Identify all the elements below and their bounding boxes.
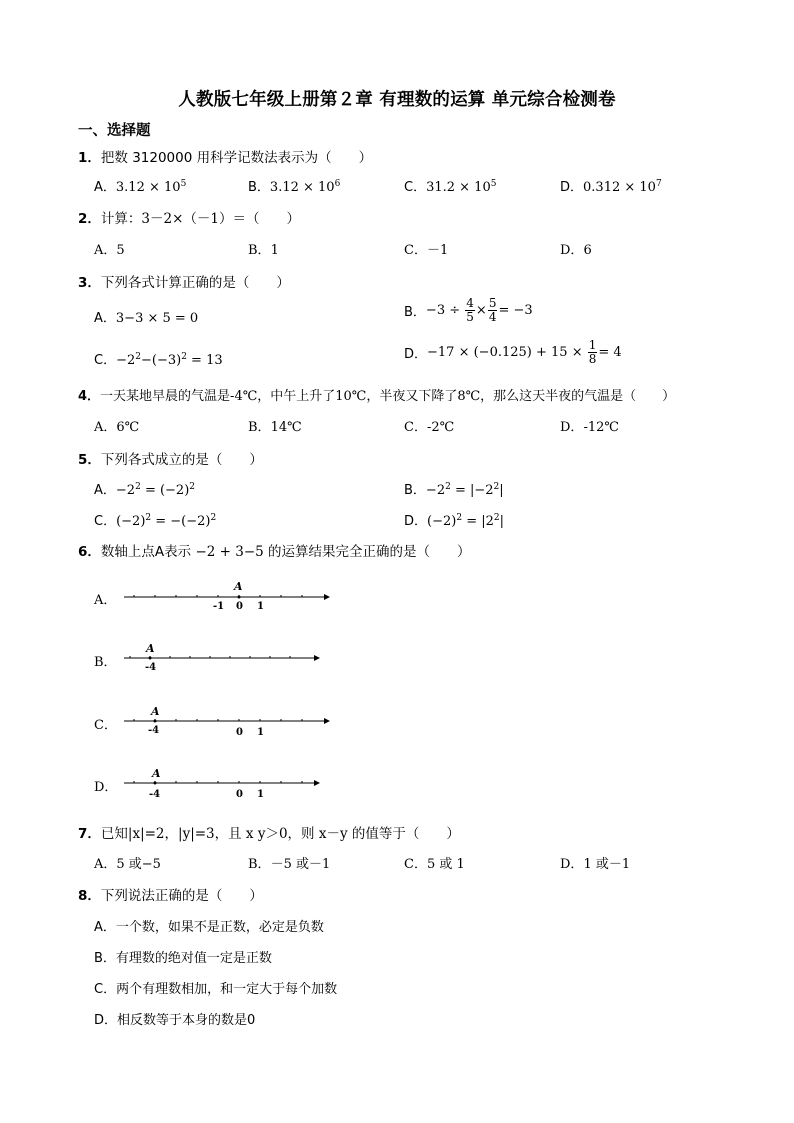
option-label: B． — [404, 305, 426, 320]
tick-label: -4 — [148, 725, 160, 736]
point-a — [238, 596, 241, 599]
exponent: 7 — [655, 179, 662, 189]
option-label: C． — [404, 243, 427, 258]
option-c[interactable] — [94, 349, 223, 368]
option-b[interactable] — [404, 297, 533, 324]
option-d[interactable] — [560, 176, 662, 195]
axis-arrow — [324, 718, 330, 724]
option-a[interactable] — [94, 307, 198, 326]
option-math: 3.12 × 10 — [115, 180, 181, 195]
numerator: 4 — [466, 296, 474, 310]
option-text: 14℃ — [270, 420, 302, 435]
fraction — [488, 297, 498, 324]
question-4 — [78, 385, 675, 404]
option-math: −2 — [115, 483, 136, 498]
axis-arrow — [314, 780, 320, 786]
option-math: −2 — [116, 353, 136, 368]
question-text: 把数 3120000 用科学记数法表示为（ ） — [100, 150, 373, 166]
denominator: 4 — [488, 310, 497, 324]
tick-label: -4 — [145, 662, 157, 673]
option-label: C． — [94, 982, 117, 997]
option-text: 5 或−5 — [116, 857, 161, 872]
option-label: B． — [404, 483, 426, 498]
option-b[interactable] — [248, 239, 279, 258]
option-label: C． — [94, 353, 117, 368]
option-c[interactable] — [404, 239, 448, 258]
point-a — [149, 657, 152, 660]
number-line-c — [120, 704, 335, 740]
question-text: 的运算结果完全正确的是（ ） — [268, 544, 471, 560]
tick-label: 0 — [236, 727, 243, 738]
option-c[interactable] — [404, 853, 465, 872]
option-math: 3−3 × 5 = 0 — [115, 311, 199, 326]
point-label: A — [146, 642, 155, 655]
number-line-d — [120, 766, 325, 802]
option-label: D． — [404, 514, 428, 529]
option-text: －1 — [426, 243, 449, 258]
question-6 — [78, 540, 471, 560]
option-math: (−2) — [116, 514, 146, 529]
tick-label: -4 — [149, 789, 161, 800]
exponent: 2 — [456, 513, 463, 523]
option-d[interactable] — [560, 416, 619, 435]
option-label: D． — [404, 347, 428, 362]
option-math: = −3 — [498, 303, 533, 318]
option-d[interactable] — [560, 239, 592, 258]
question-3 — [78, 271, 290, 291]
question-text: 计算：3－2×（－1）＝（ ） — [100, 211, 300, 227]
exponent: 2 — [135, 482, 141, 492]
option-b[interactable] — [248, 416, 302, 435]
option-label: B． — [248, 180, 270, 195]
option-text: -12℃ — [583, 420, 619, 435]
option-b[interactable] — [248, 176, 340, 195]
question-1 — [78, 146, 372, 166]
section-heading: 一、选择题 — [78, 123, 151, 139]
option-d[interactable] — [94, 776, 117, 795]
point-a — [154, 782, 157, 785]
question-number: 3． — [78, 275, 101, 291]
option-math: 0.312 × 10 — [583, 180, 656, 195]
option-label: C． — [404, 180, 427, 195]
axis-arrow — [324, 594, 330, 600]
exponent: 2 — [135, 352, 141, 362]
option-text: 1 或－1 — [583, 857, 631, 872]
option-label: B． — [94, 655, 117, 670]
option-label: B． — [248, 243, 271, 258]
option-math: −2 — [425, 483, 446, 498]
option-math: × — [475, 303, 487, 318]
question-text: 下列说法正确的是（ ） — [100, 888, 263, 904]
option-text: －5 或－1 — [270, 857, 331, 872]
question-text: 下列各式计算正确的是（ ） — [100, 275, 290, 291]
option-text: 1 — [270, 243, 279, 258]
axis-arrow — [314, 655, 320, 661]
option-label: C． — [404, 857, 427, 872]
option-label: D． — [560, 243, 584, 258]
option-a[interactable] — [94, 416, 139, 435]
option-math: = 13 — [186, 353, 223, 368]
option-math: = |−2 — [450, 483, 494, 498]
option-c[interactable] — [94, 510, 216, 529]
option-label: D． — [560, 180, 584, 195]
exponent: 2 — [445, 482, 451, 492]
question-text: 已知|x|=2，|y|=3，且 x y＞0，则 x－y 的值等于（ ） — [100, 826, 460, 842]
option-math: = |2 — [462, 514, 494, 529]
exponent: 2 — [189, 482, 196, 492]
point-label: A — [151, 705, 160, 718]
point-label: A — [234, 580, 243, 593]
point-a — [154, 720, 157, 723]
number-line-b — [120, 642, 325, 674]
option-label: D． — [94, 1013, 118, 1028]
numerator: 5 — [488, 296, 497, 310]
fraction — [465, 297, 475, 324]
option-label: B． — [94, 951, 116, 966]
question-number: 4． — [78, 389, 101, 404]
option-d[interactable] — [404, 339, 622, 366]
denominator: 8 — [588, 352, 597, 366]
question-number: 7． — [78, 826, 101, 842]
option-label: A． — [94, 483, 116, 498]
option-label: B． — [248, 420, 271, 435]
option-c[interactable] — [404, 416, 454, 435]
option-c[interactable] — [94, 978, 337, 997]
option-b[interactable] — [94, 947, 272, 966]
option-label: D． — [560, 420, 584, 435]
option-label: C． — [94, 514, 117, 529]
option-math: 31.2 × 10 — [426, 180, 491, 195]
option-text: 5 或 1 — [426, 857, 465, 872]
option-c[interactable] — [94, 714, 117, 733]
tick-label: 1 — [257, 727, 264, 738]
option-math: = 4 — [598, 345, 622, 360]
tick-label: 0 — [236, 789, 243, 800]
exponent: 2 — [145, 513, 152, 523]
question-text: 下列各式成立的是（ ） — [100, 452, 263, 468]
question-number: 2． — [78, 211, 101, 227]
option-a[interactable] — [94, 916, 324, 935]
question-5 — [78, 448, 263, 468]
question-text: 一天某地早晨的气温是-4℃，中午上升了10℃，半夜又下降了8℃，那么这天半夜的气温是（ ） — [100, 389, 676, 404]
option-text: 两个有理数相加，和一定大于每个加数 — [116, 982, 338, 997]
option-text: 一个数，如果不是正数，必定是负数 — [115, 920, 324, 935]
option-a[interactable] — [94, 239, 125, 258]
option-text: 6℃ — [116, 420, 140, 435]
question-number: 6． — [78, 544, 101, 560]
option-a[interactable] — [94, 589, 116, 608]
option-math: 3.12 × 10 — [269, 180, 335, 195]
tick-label: -1 — [213, 601, 225, 612]
option-b[interactable] — [248, 853, 330, 872]
option-label: A． — [94, 857, 117, 872]
option-text: 5 — [116, 243, 125, 258]
option-a[interactable] — [94, 176, 186, 195]
denominator: 5 — [466, 310, 474, 324]
number-line-a — [120, 578, 335, 614]
option-math: = −(−2) — [151, 514, 211, 529]
option-d[interactable] — [560, 853, 630, 872]
exponent: 6 — [334, 179, 341, 189]
tick-label: 1 — [257, 601, 264, 612]
exponent: 5 — [490, 179, 497, 189]
question-number: 8． — [78, 888, 101, 904]
question-8 — [78, 884, 263, 904]
option-math: −3 ÷ — [425, 303, 461, 318]
question-text: 数轴上点A表示 — [100, 544, 192, 560]
option-text: -2℃ — [426, 420, 455, 435]
option-label: C． — [94, 718, 117, 733]
option-text: 有理数的绝对值一定是正数 — [115, 951, 272, 966]
option-label: A． — [94, 180, 116, 195]
question-number: 1． — [78, 150, 101, 166]
fraction — [588, 339, 598, 366]
tick-label: 0 — [236, 601, 243, 612]
option-math: −17 × (−0.125) + 15 × — [427, 345, 583, 360]
option-label: A． — [94, 593, 117, 608]
exponent: 5 — [180, 179, 187, 189]
option-b[interactable] — [94, 651, 117, 670]
option-label: A． — [94, 420, 117, 435]
question-number: 5． — [78, 452, 101, 468]
exponent: 2 — [210, 513, 217, 523]
option-label: A． — [94, 243, 117, 258]
option-d[interactable] — [404, 510, 504, 529]
option-label: C． — [404, 420, 427, 435]
option-label: A． — [94, 311, 116, 326]
question-7 — [78, 822, 460, 842]
option-label: D． — [94, 780, 118, 795]
point-label: A — [152, 767, 161, 780]
option-math: | — [499, 514, 504, 529]
numerator: 1 — [588, 338, 597, 352]
option-c[interactable] — [404, 176, 496, 195]
option-a[interactable] — [94, 853, 161, 872]
page-title: 人教版七年级上册第２章 有理数的运算 单元综合检测卷 — [178, 90, 616, 110]
question-2 — [78, 207, 300, 227]
option-text: 6 — [583, 243, 592, 258]
exponent: 2 — [181, 352, 187, 362]
exponent: 2 — [493, 513, 500, 523]
option-d[interactable] — [94, 1009, 255, 1028]
option-math: | — [499, 483, 504, 498]
option-label: D． — [560, 857, 584, 872]
option-math: (−2) — [427, 514, 457, 529]
option-b[interactable] — [404, 479, 504, 498]
option-math: = (−2) — [140, 483, 190, 498]
tick-label: 1 — [257, 789, 264, 800]
option-a[interactable] — [94, 479, 195, 498]
option-math: −(−3) — [140, 353, 182, 368]
option-label: A． — [94, 920, 116, 935]
exponent: 2 — [493, 482, 500, 492]
option-text: 相反数等于本身的数是0 — [117, 1013, 256, 1028]
question-expression: −2 + 3−5 — [195, 544, 264, 560]
option-label: B． — [248, 857, 271, 872]
